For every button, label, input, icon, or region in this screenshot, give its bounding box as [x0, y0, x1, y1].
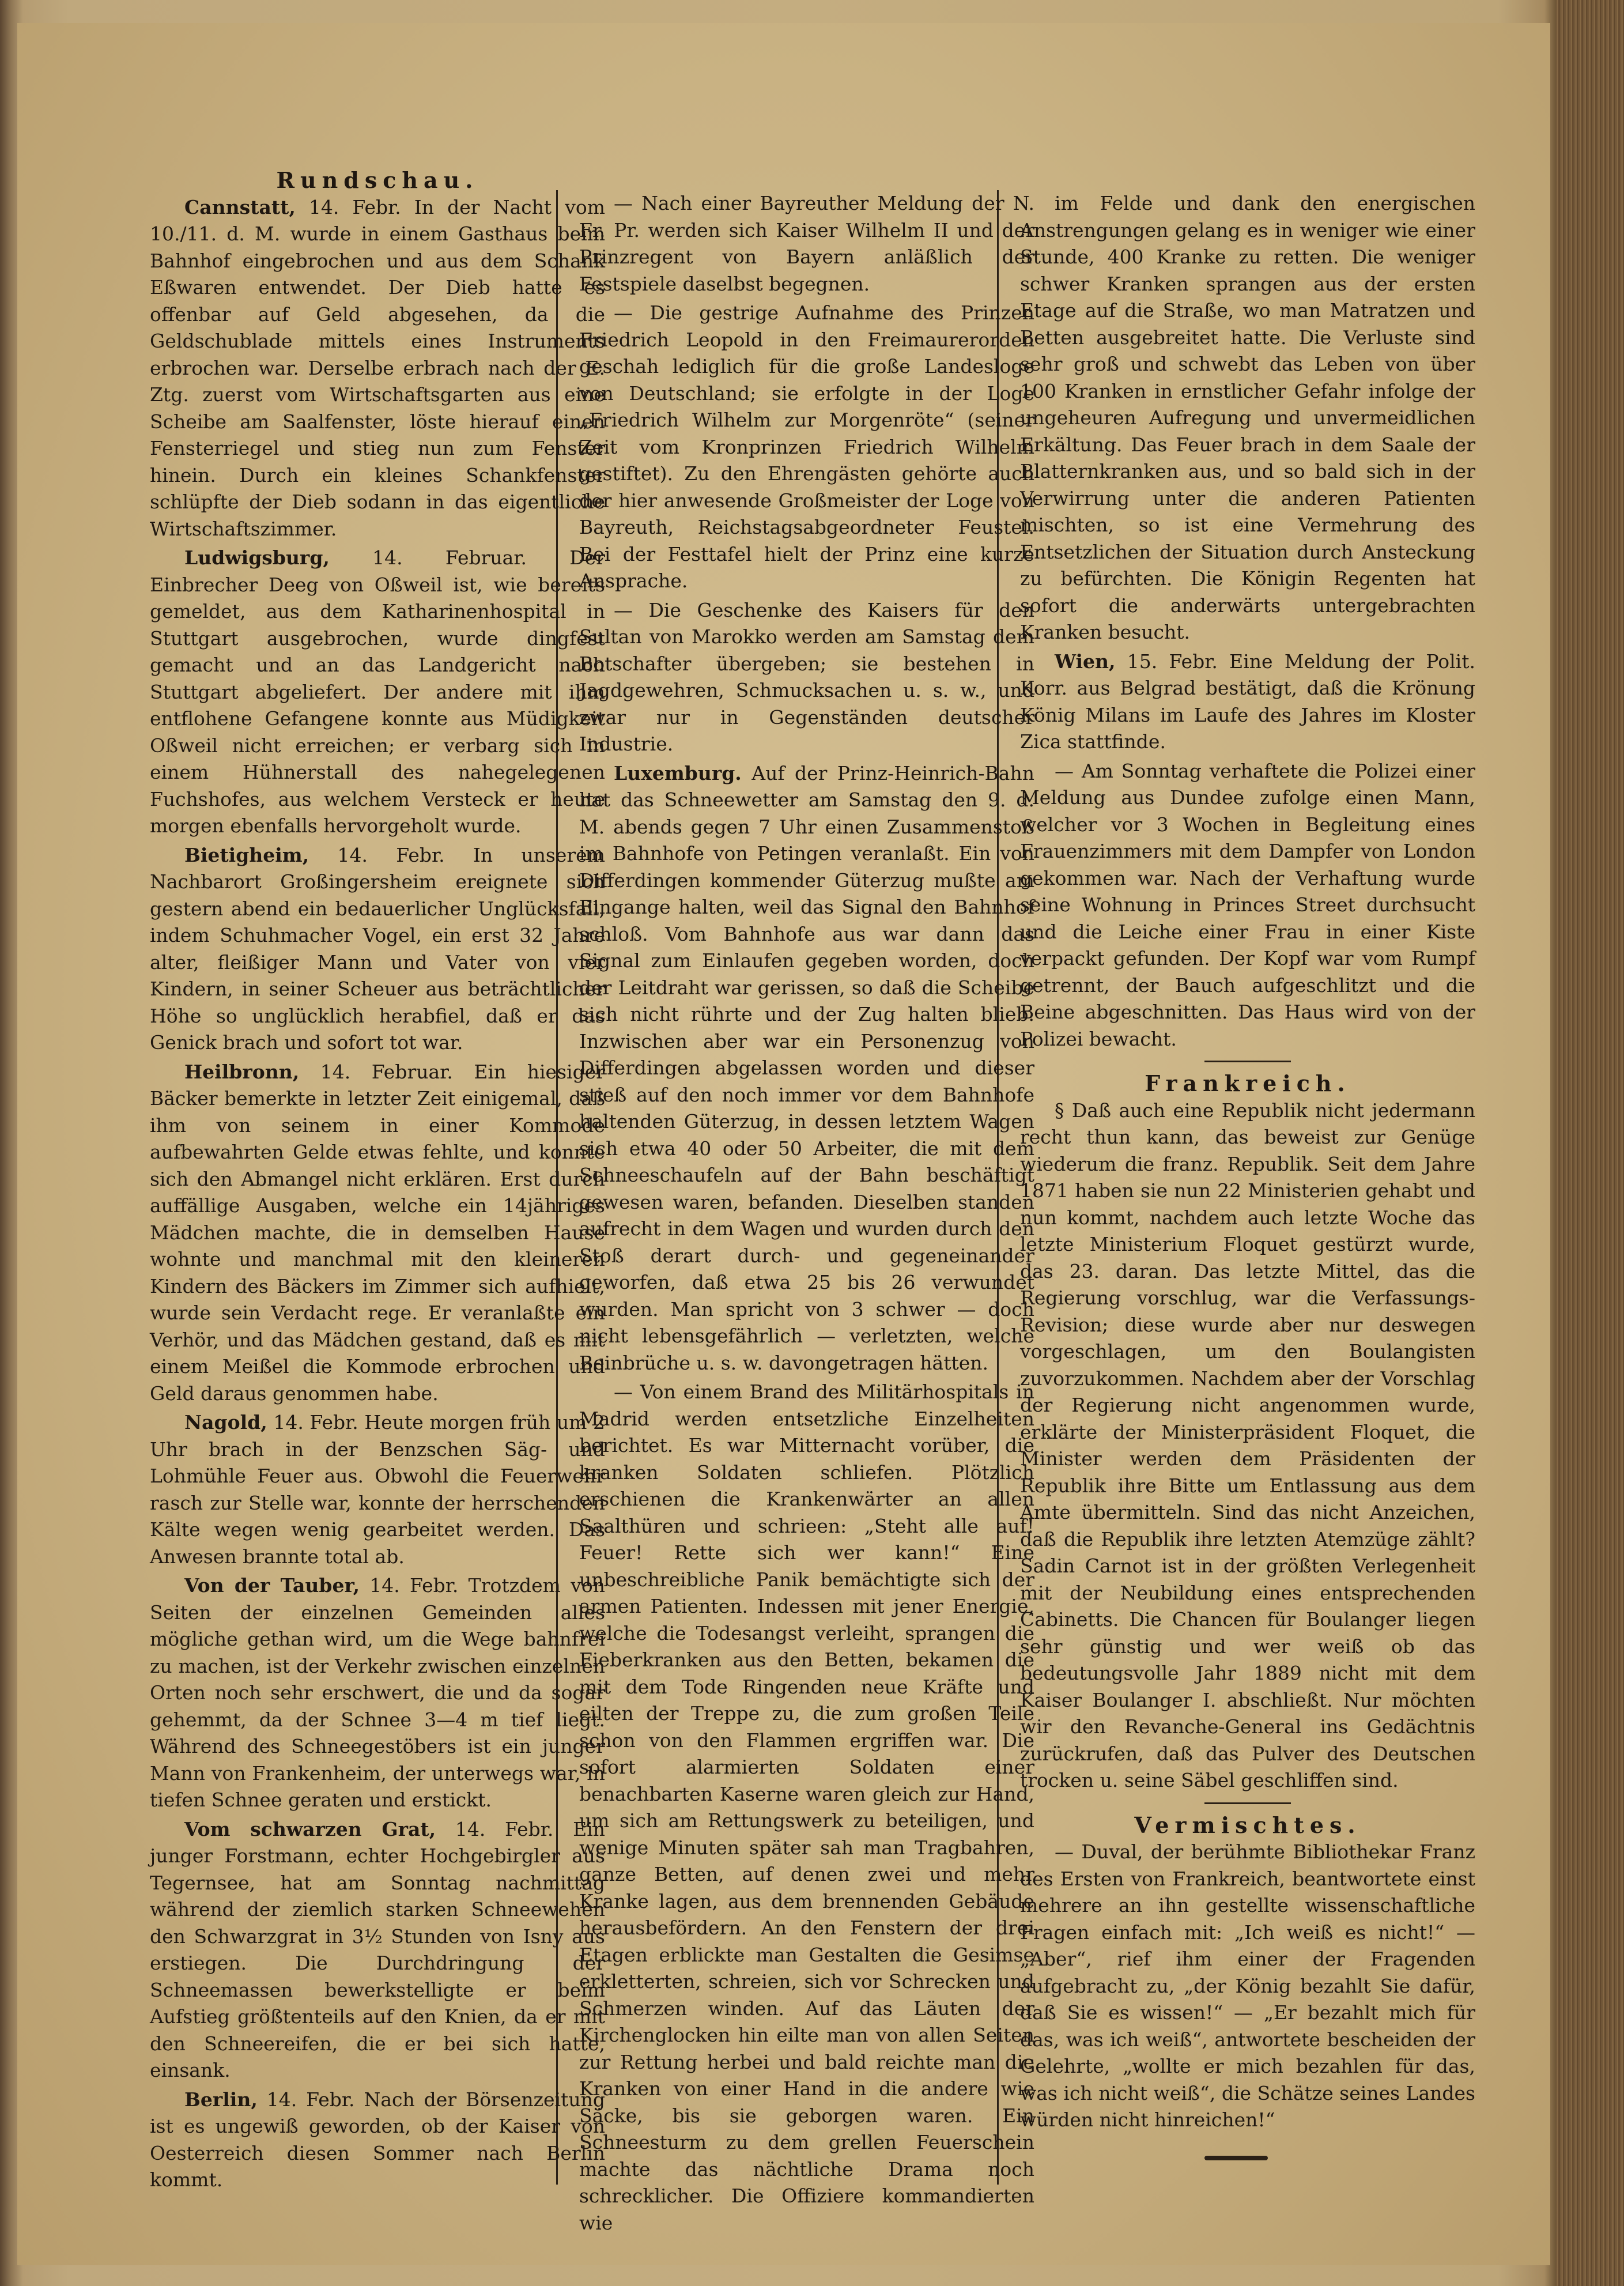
article-text: 14. Febr. Heute morgen früh um 2 Uhr brach in der Benzschen Säg- und Lohmühle Feuer aus. Obwohl die Feuerwehr rasch zur Stelle war, konnte der herrschenden Kälte wegen wenig gearbeitet werden. Das Anwesen brannte total ab. [150, 1411, 605, 1568]
article-paragraph [1020, 648, 1475, 756]
article-text: 14. Febr. In unserem Nachbarort Großingersheim ereignete sich gestern abend ein bedauerlicher Unglücksfall, indem Schuhmacher Vogel, ein erst 32 Jahre alter, fleißiger Mann und Vater von vier Kindern, in seiner Scheuer aus beträchtlicher Höhe so unglücklich herabfiel, daß er das Genick brach und sofort tot war. [150, 843, 605, 1054]
article-text: 15. Febr. Eine Meldung der Polit. Korr. aus Belgrad bestätigt, daß die Krönung König Milans im Laufe des Jahres im Kloster Zica stattfinde. [1020, 650, 1475, 753]
column-1 [150, 167, 605, 2194]
newspaper-page [17, 23, 1550, 2265]
column-3 [1020, 190, 1475, 2134]
frankreich-articles [1020, 1097, 1475, 1794]
column-1-articles [150, 194, 605, 2194]
article-paragraph [150, 1816, 605, 2084]
article-text: — Die gestrige Aufnahme des Prinzen Friedrich Leopold in den Freimaurerorden geschah lediglich für die große Landesloge von Deutschland; sie erfolgte in der Loge „Friedrich Wilhelm zur Morgenröte“ (seiner Zeit vom Kronprinzen Friedrich Wilhelm gestiftet). Zu den Ehrengästen gehörte auch der hier anwesende Großmeister der Loge von Bayreuth, Reichstagsabgeordneter Feustel. Bei der Festtafel hielt der Prinz eine kurze Ansprache. [579, 301, 1034, 592]
article-dateline: Bietigheim, [184, 843, 309, 866]
article-paragraph [1020, 1839, 1475, 2134]
article-paragraph [150, 2087, 605, 2194]
article-dateline: Vom schwarzen Grat, [184, 1817, 436, 1840]
article-text: — Von einem Brand des Militärhospitals in Madrid werden entsetzliche Einzelheiten berichtet. Es war Mitternacht vorüber, die kranken Soldaten schliefen. Plötzlich erschienen die Krankenwärter an allen Saalthüren und schrieen: „Steht alle auf! Feuer! Rette sich wer kann!“ Eine unbeschreibliche Panik bemächtigte sich der armen Patienten. Indessen mit jener Energie, welche die Todesangst verleiht, sprangen die Fieberkranken aus den Betten, bekamen die mit dem Tode Ringenden neue Kräfte und eilten der Treppe zu, die zum großen Teile schon von den Flammen ergriffen war. Die sofort alarmierten Soldaten einer benachbarten Kaserne waren gleich zur Hand, um sich am Rettungswerk zu beteiligen, und wenige Minuten später sah man Tragbahren, ganze Betten, auf denen zwei und mehr Kranke lagen, aus dem brennenden Gebäude herausbefördern. An den Fenstern der drei Etagen erblickte man Gestalten die Gesimse erkletterten, schreien, sich vor Schrecken und Schmerzen winden. Auf das Läuten der Kirchenglocken hin eilte man von allen Seiten zur Rettung herbei und bald reichte man die Kranken von einer Hand in die andere wie Säcke, bis sie geborgen waren. Ein Schneesturm zu dem grellen Feuerschein machte das nächtliche Drama noch schrecklicher. Die Offiziere kommandierten wie [579, 1380, 1034, 2234]
article-paragraph [150, 1059, 605, 1408]
column-2 [579, 190, 1034, 2236]
article-dateline: Ludwigsburg, [184, 546, 330, 569]
article-dateline: Von der Tauber, [184, 1574, 360, 1597]
article-text: im Felde und dank den energischen Anstrengungen gelang es in weniger wie einer Stunde, 400 Kranke zu retten. Die weniger schwer Kranken sprangen aus der ersten Etage auf die Straße, wo man Matratzen und Betten ausgebreitet hatte. Die Verluste sind sehr groß und schwebt das Leben von über 100 Kranken in ernstlicher Gefahr infolge der ungeheuren Aufregung und unvermeidlichen Erkältung. Das Feuer brach in dem Saale der Blatternkranken aus, und so bald sich in der Verwirrung unter die anderen Patienten mischten, so ist eine Vermehrung des Entsetzlichen der Situation durch Ansteckung zu befürchten. Die Königin Regenten hat sofort die anderwärts untergebrachten Kranken besucht. [1020, 192, 1475, 643]
article-paragraph [579, 300, 1034, 595]
section-heading-rundschau: Rundschau. [276, 167, 479, 193]
article-paragraph [1020, 758, 1475, 1053]
article-text: — Am Sonntag verhaftete die Polizei einer Meldung aus Dundee zufolge einen Mann, welcher vor 3 Wochen in Begleitung eines Frauenzimmers mit dem Dampfer von London gekommen war. Nach der Verhaftung wurde seine Wohnung in Princes Street durchsucht und die Leiche einer Frau in einer Kiste verpackt gefunden. Der Kopf war vom Rumpf getrennt, der Bauch aufgeschlitzt und die Beine abgeschnitten. Das Haus wird von der Polizei bewacht. [1020, 759, 1475, 1050]
article-paragraph [579, 597, 1034, 758]
article-text: — Die Geschenke des Kaisers für den Sultan von Marokko werden am Samstag dem Botschafter übergeben; sie bestehen in Jagdgewehren, Schmucksachen u. s. w., und zwar nur in Gegenständen deutscher Industrie. [579, 598, 1034, 755]
article-text: 14. Febr. Trotzdem von Seiten der einzelnen Gemeinden alles mögliche gethan wird, um die Wege bahnfrei zu machen, ist der Verkehr zwischen einzelnen Orten noch sehr erschwert, die und da sogar gehemmt, da der Schnee 3—4 m tief liegt. Während des Schneegestöbers ist ein junger Mann von Frankenheim, der unterwegs war, in tiefen Schnee geraten und erstickt. [150, 1574, 605, 1811]
article-dateline: Cannstatt, [184, 195, 296, 218]
article-paragraph [579, 1379, 1034, 2236]
section-heading-vermischtes: Vermischtes. [1134, 1812, 1361, 1838]
article-text: Auf der Prinz-Heinrich-Bahn hat das Schneewetter am Samstag den 9. d. M. abends gegen 7 Uhr einen Zusammenstoß im Bahnhofe von Petingen veranlaßt. Ein von Differdingen kommender Güterzug mußte am Eingange halten, weil das Signal den Bahnhof schloß. Vom Bahnhofe aus war dann das Signal zum Einlaufen gegeben worden, doch der Leitdraht war gerissen, so daß die Scheibe sich nicht rührte und der Zug halten blieb. Inzwischen aber war ein Personenzug von Differdingen abgelassen worden und dieser stieß auf den noch immer vor dem Bahnhofe haltenden Güterzug, in dessen letztem Wagen sich etwa 40 oder 50 Arbeiter, die mit dem Schneeschaufeln auf der Bahn beschäftigt gewesen waren, befanden. Dieselben standen aufrecht in dem Wagen und wurden durch den Stoß derart durch- und gegeneinander geworfen, daß etwa 25 bis 26 verwundet wurden. Man spricht von 3 schwer — doch nicht lebensgefährlich — verletzten, welche Beinbrüche u. s. w. davongetragen hätten. [579, 761, 1034, 1374]
article-text: § Daß auch eine Republik nicht jedermann recht thun kann, das beweist zur Genüge wiederum die franz. Republik. Seit dem Jahre 1871 haben sie nun 22 Ministerien gehabt und nun kommt, nachdem auch letzte Woche das letzte Ministerium Floquet gestürzt wurde, das 23. daran. Das letzte Mittel, das die Regierung vorschlug, war die Verfassungs-Revision; diese wurde aber nur deswegen vorgeschlagen, um den Boulangisten zuvorzukommen. Nachdem aber der Vorschlag der Regierung nicht angenommen wurde, erklärte der Ministerpräsident Floquet, die Minister werden dem Präsidenten der Republik ihre Bitte um Entlassung aus dem Amte übermitteln. Sind das nicht Anzeichen, daß die Republik ihre letzten Atemzüge zählt? Sadin Carnot ist in der größten Verlegenheit mit der Neubildung eines entsprechenden Cabinetts. Die Chancen für Boulanger liegen sehr günstig und wer weiß ob das bedeutungsvolle Jahr 1889 nicht mit dem Kaiser Boulanger I. abschließt. Nur möchten wir den Revanche-General ins Gedächtnis zurückrufen, daß das Pulver des Deutschen trocken u. seine Säbel geschliffen sind. [1020, 1099, 1475, 1791]
article-text: 14. Febr. Nach der Börsenzeitung ist es ungewiß geworden, ob der Kaiser von Oesterreich diesen Sommer nach Berlin kommt. [150, 2088, 605, 2191]
article-paragraph [579, 760, 1034, 1377]
article-paragraph [579, 190, 1034, 297]
column-2-articles [579, 190, 1034, 2236]
article-dateline: Berlin, [184, 2088, 258, 2111]
article-text: 14. Februar. Der Einbrecher Deeg von Oßweil ist, wie bereits gemeldet, aus dem Katharinenhospital in Stuttgart ausgebrochen, wurde dingfest gemacht und an das Landgericht nach Stuttgart abgeliefert. Der andere mit ihm entflohene Gefangene konnte aus Müdigkeit Oßweil nicht erreichen; er verbarg sich in einem Hühnerstall des nahegelegenen Fuchshofes, aus welchem Versteck er heute morgen ebenfalls hervorgeholt wurde. [150, 546, 605, 837]
section-separator [1204, 1802, 1291, 1804]
article-text: 14. Febr. In der Nacht vom 10./11. d. M. wurde in einem Gasthaus beim Bahnhof eingebrochen und aus dem Schank Eßwaren entwendet. Der Dieb hatte es offenbar auf Geld abgesehen, da die Geldschublade mittels eines Instruments erbrochen war. Derselbe erbrach nach der E. Ztg. zuerst vom Wirtschaftsgarten aus eine Scheibe am Saalfenster, löste hierauf einen Fensterriegel und stieg nun zum Fenster hinein. Durch ein kleines Schankfenster schlüpfte der Dieb sodann in das eigentliche Wirtschaftszimmer. [150, 195, 605, 540]
article-text: — Nach einer Bayreuther Meldung der N. Fr. Pr. werden sich Kaiser Wilhelm II und der Prinzregent von Bayern anläßlich der Festspiele daselbst begegnen. [579, 192, 1034, 295]
article-text: 14. Februar. Ein hiesiger Bäcker bemerkte in letzter Zeit einigemal, daß ihm von seinem in einer Kommode aufbewahrten Gelde etwas fehlte, und konnte sich den Abmangel nicht erklären. Erst durch auffällige Ausgaben, welche ein 14jähriges Mädchen machte, die in demselben Hause wohnte und manchmal mit den kleineren Kindern des Bäckers im Zimmer sich aufhielt, wurde sein Verdacht rege. Er veranlaßte ein Verhör, und das Mädchen gestand, daß es mit einem Meißel die Kommode erbrochen und Geld daraus genommen habe. [150, 1060, 605, 1405]
article-dateline: Nagold, [184, 1411, 267, 1434]
book-page-edges [1556, 0, 1624, 2286]
article-paragraph [150, 1409, 605, 1570]
article-paragraph [150, 545, 605, 840]
article-dateline: Heilbronn, [184, 1060, 300, 1083]
column-3-articles [1020, 190, 1475, 1053]
section-heading-frankreich: Frankreich. [1145, 1070, 1351, 1096]
article-paragraph [150, 194, 605, 543]
article-paragraph [1020, 1097, 1475, 1794]
article-dateline: Wien, [1055, 650, 1116, 673]
article-dateline: Luxemburg. [614, 761, 742, 784]
article-paragraph [150, 1572, 605, 1814]
article-text: 14. Febr. Ein junger Forstmann, echter Hochgebirgler aus Tegernsee, hat am Sonntag nachmittag während der ziemlich starken Schneewehen den Schwarzgrat in 3½ Stunden von Isny aus erstiegen. Die Durchdringung der Schneemassen bewerkstelligte er beim Aufstieg größtenteils auf den Knien, da er mit den Schneereifen, die er bei sich hatte, einsank. [150, 1817, 606, 2081]
article-text: — Duval, der berühmte Bibliothekar Franz des Ersten von Frankreich, beantwortete einst mehrere an ihn gestellte wissenschaftliche Fragen einfach mit: „Ich weiß es nicht!“ — „Aber“, rief ihm einer der Fragenden aufgebracht zu, „der König bezahlt Sie dafür, daß Sie es wissen!“ — „Er bezahlt mich für das, was ich weiß“, antwortete bescheiden der Gelehrte, „wollte er mich bezahlen für das, was ich nicht weiß“, die Schätze seines Landes würden nicht hinreichen!“ [1020, 1840, 1475, 2131]
article-paragraph [150, 842, 605, 1057]
article-paragraph [1020, 190, 1475, 646]
vermischtes-articles [1020, 1839, 1475, 2134]
section-separator [1204, 1061, 1291, 1062]
end-ornament [1204, 2156, 1268, 2160]
